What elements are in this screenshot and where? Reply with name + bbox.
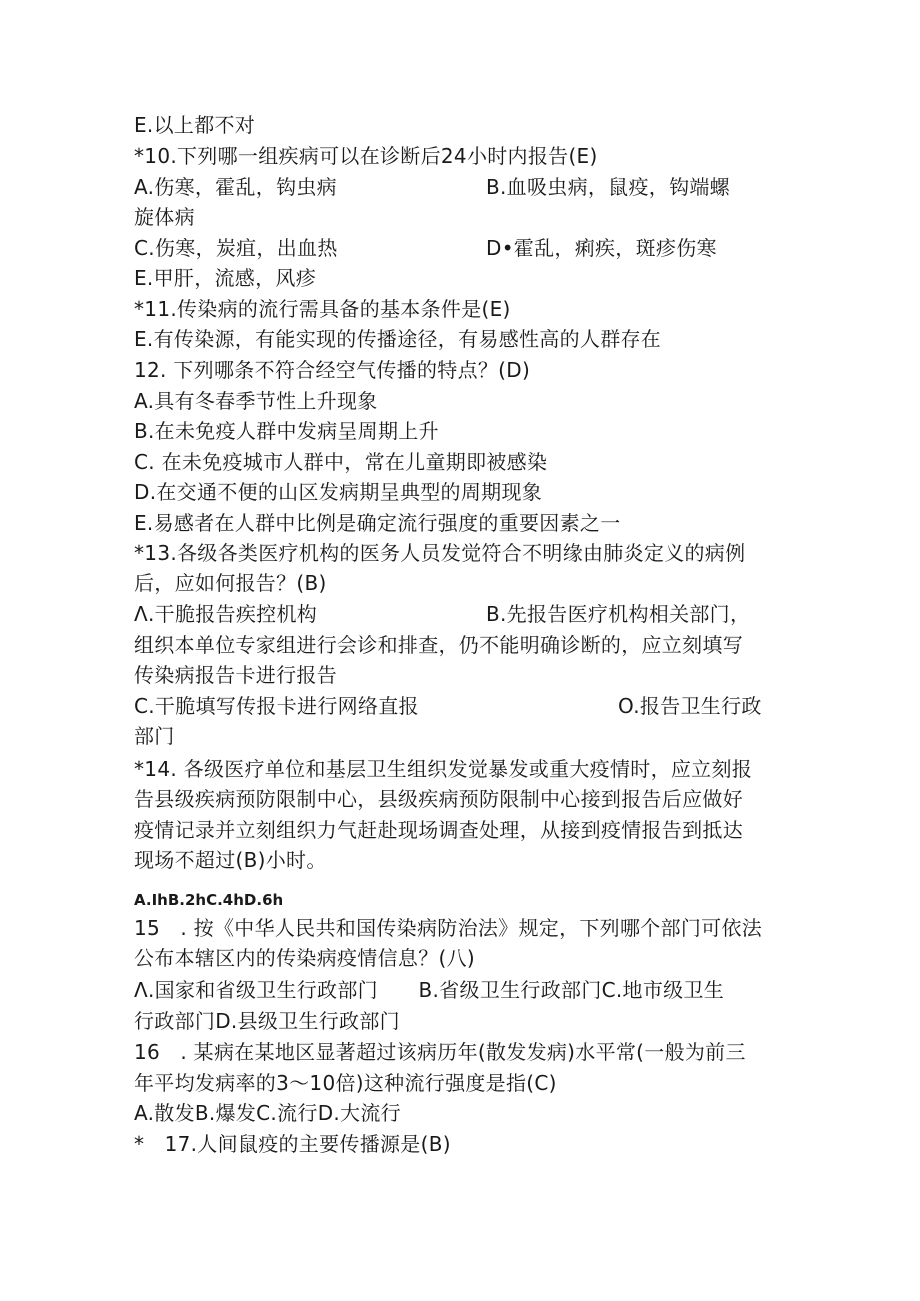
q10-option-b: B.血吸虫病，鼠疫，钩端螺: [486, 175, 730, 199]
q12-option-c: C. 在未免疫城市人群中，常在儿童期即被感染: [134, 450, 548, 474]
question-10: *10.下列哪一组疾病可以在诊断后24小时内报告(E): [134, 144, 598, 168]
question-12: 12. 下列哪条不符合经空气传播的特点？(D): [134, 358, 531, 382]
q10-option-d: D•霍乱，痢疾，斑疹伤寒: [486, 236, 717, 260]
q15-options-continued: 行政部门D.县级卫生行政部门: [134, 1009, 400, 1033]
q13-option-b: B.先报告医疗机构相关部门，: [486, 602, 751, 626]
question-14-line-4: 现场不超过(B)小时。: [134, 848, 327, 872]
q13-option-b-continued: 组织本单位专家组进行会诊和排查，仍不能明确诊断的，应立刻填写: [134, 633, 743, 657]
question-15: 15 . 按《中华人民共和国传染病防治法》规定，下列哪个部门可依法: [134, 916, 763, 940]
q12-option-a: A.具有冬春季节性上升现象: [134, 389, 378, 413]
q12-option-b: B.在未免疫人群中发病呈周期上升: [134, 419, 439, 443]
question-11: *11.传染病的流行需具备的基本条件是(E): [134, 297, 511, 321]
question-14-line-3: 疫情记录并立刻组织力气赶赴现场调查处理，从接到疫情报告到抵达: [134, 818, 743, 842]
q14-options: A.IhB.2hC.4hD.6h: [134, 891, 284, 909]
question-13: *13.各级各类医疗机构的医务人员发觉符合不明缘由肺炎定义的病例: [134, 541, 746, 565]
q10-option-b-continued: 旋体病: [134, 205, 195, 229]
question-17: * 17.人间鼠疫的主要传播源是(B): [134, 1132, 451, 1156]
q13-option-a: Λ.干脆报告疾控机构: [134, 602, 318, 626]
question-15-continued: 公布本辖区内的传染病疫情信息？(八): [134, 946, 476, 970]
q13-option-c: C.干脆填写传报卡进行网络直报: [134, 694, 419, 718]
option-e-q9: E.以上都不对: [134, 113, 256, 137]
question-14-line-2: 告县级疾病预防限制中心，县级疾病预防限制中心接到报告后应做好: [134, 787, 743, 811]
q13-option-b-continued-2: 传染病报告卡进行报告: [134, 663, 337, 687]
q15-options: Λ.国家和省级卫生行政部门 B.省级卫生行政部门C.地市级卫生: [134, 978, 725, 1002]
q12-option-d: D.在交通不便的山区发病期呈典型的周期现象: [134, 480, 543, 504]
q10-option-a: A.伤寒，霍乱，钩虫病: [134, 175, 337, 199]
q11-option-e: E.有传染源，有能实现的传播途径，有易感性高的人群存在: [134, 327, 662, 351]
question-16-continued: 年平均发病率的3〜10倍)这种流行强度是指(C): [134, 1071, 557, 1095]
question-14: *14. 各级医疗单位和基层卫生组织发觉暴发或重大疫情时，应立刻报: [134, 757, 753, 781]
q10-option-c: C.伤寒，炭疽，出血热: [134, 236, 338, 260]
question-13-continued: 后，应如何报告？(B): [134, 571, 327, 595]
q12-option-e: E.易感者在人群中比例是确定流行强度的重要因素之一: [134, 511, 621, 535]
q13-option-d-continued: 部门: [134, 724, 175, 748]
q13-option-d: O.报告卫生行政: [618, 694, 762, 718]
question-16: 16 . 某病在某地区显著超过该病历年(散发发病)水平常(一般为前三: [134, 1040, 746, 1064]
q10-option-e: E.甲肝，流感，风疹: [134, 266, 316, 290]
q16-options: A.散发B.爆发C.流行D.大流行: [134, 1101, 401, 1125]
